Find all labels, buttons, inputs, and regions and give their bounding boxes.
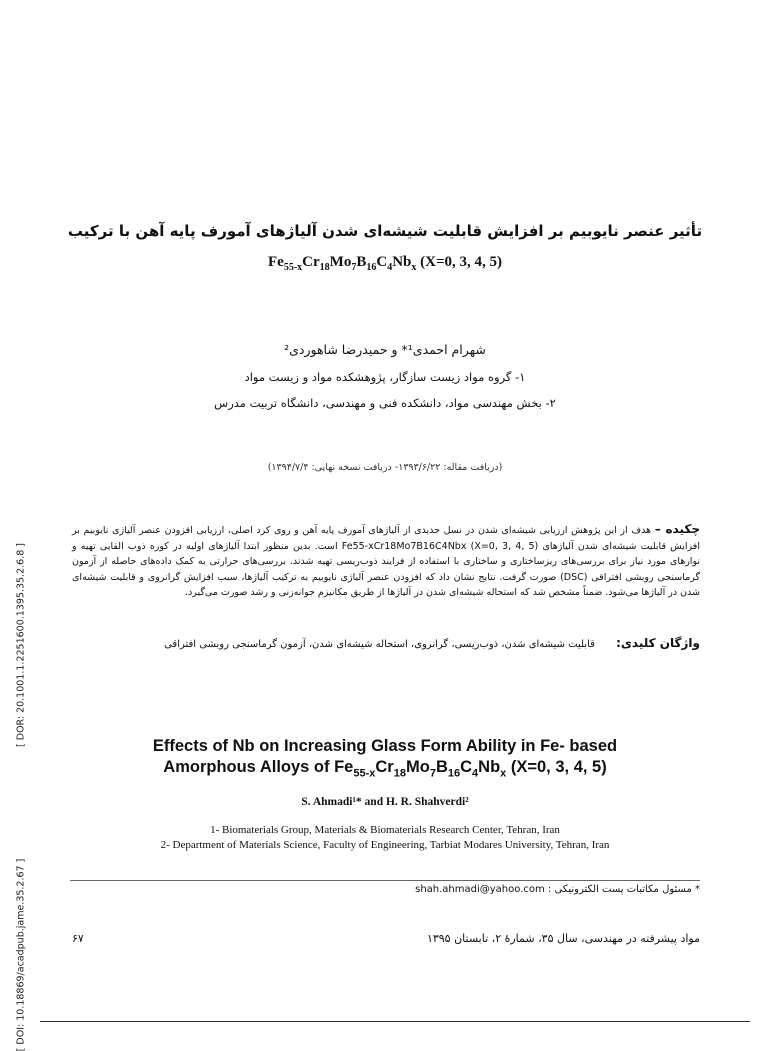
abstract-label: چکیده – — [654, 522, 700, 536]
en-affiliation-1: 1- Biomaterials Group, Materials & Biomaterials Research Center, Tehran, Iran — [210, 824, 560, 836]
journal-citation: مواد پیشرفته در مهندسی، سال ۳۵، شمارهٔ ۲، تابستان ۱۳۹۵ — [426, 932, 700, 945]
received-dates: (دریافت مقاله: ۱۳۹۳/۶/۲۲- دریافت نسخه نهایی: ۱۳۹۴/۷/۴) — [267, 462, 503, 473]
en-authors: S. Ahmadi¹* and H. R. Shahverdi² — [301, 796, 469, 808]
dor-margin-label: [ DOR: 20.1001.1.2251600.1395.35.2.6.8 ] — [15, 543, 27, 747]
fa-abstract — [72, 522, 700, 601]
page-number: ۶۷ — [72, 932, 84, 945]
fa-affiliation-2: ۲- بخش مهندسی مواد، دانشکده فنی و مهندسی، دانشگاه تربیت مدرس — [214, 396, 556, 410]
abstract-text: هدف از این پژوهش ارزیابی شیشه‌ای شدن در نسل جدیدی از آلیاژهای آمورف پایه آهن و روی کرد اصلی، ارزیابی افزودن عنصر آلیاژی نایوبیم بر افزایش قابلیت شیشه‌ای شدن آلیاژهای Fe55-xCr18Mo7B16C4Nbx (X=0, 3, 4, 5) است. بدین منظور ابتدا آلیاژهای اولیه در کوره ذوب القایی تهیه و نوارهای مورد نیاز برای بررسی‌های ریزساختاری و ساختاری با استفاده از فرایند ذوب‌ریسی تهیه شدند. بررسی‌های حرارتی به کمک داده‌های حاصله از آزمون گرماسنجی روبشی افتراقی (DSC) صورت گرفت. نتایج نشان داد که افزودن عنصر آلیاژی نایوبیم به ترکیب آلیاژها، سبب افزایش گرانروی و قابلیت شیشه‌ای شدن در آلیاژها می‌شود. ضمناً مشخص شد که استحاله شیشه‌ای شدن در آلیاژها از طریق مکانیزم جوانه‌زنی و رشد صورت می‌گیرد. — [72, 525, 700, 598]
en-title-line-2: Amorphous Alloys of $Fe_{55-x}Cr_{18}Mo_7B_{16}C_4Nb_x$ (X=0, 3, 4, 5) — [163, 758, 607, 780]
footnote-rule — [70, 880, 700, 881]
keywords-text: قابلیت شیشه‌ای شدن، ذوب‌ریسی، گرانروی، استحاله شیشه‌ای شدن، آزمون گرماسنجی روبشی افتراقی — [164, 639, 595, 650]
fa-title: تأثیر عنصر نایوبیم بر افزایش قابلیت شیشه‌ای شدن آلیاژهای آمورف پایه آهن با ترکیب — [67, 222, 703, 240]
en-title-line-1: Effects of Nb on Increasing Glass Form Ability in Fe- based — [152, 737, 618, 755]
fa-title-formula: $Fe_{55-x}Cr_{18}Mo_7B_{16}C_4Nb_x$ (X=0, 3, 4, 5) — [267, 254, 502, 273]
bottom-rule — [40, 1021, 750, 1022]
footnote-email: * مسئول مکاتبات پست الکترونیکی : shah.ahmadi@yahoo.com — [415, 884, 700, 895]
fa-affiliation-1: ۱- گروه مواد زیست سازگار، پژوهشکده مواد و زیست مواد — [244, 370, 526, 384]
en-title — [0, 736, 770, 784]
keywords-label: واژگان کلیدی: — [616, 636, 700, 650]
fa-keywords — [72, 636, 700, 650]
doi-margin-label: [ DOI: 10.18869/acadpub.jame.35.2.67 ] — [15, 858, 27, 1051]
en-affiliation-2: 2- Department of Materials Science, Faculty of Engineering, Tarbiat Modares University, Tehran, Iran — [160, 839, 610, 851]
fa-authors: شهرام احمدی¹* و حمیدرضا شاهوردی² — [284, 342, 486, 357]
